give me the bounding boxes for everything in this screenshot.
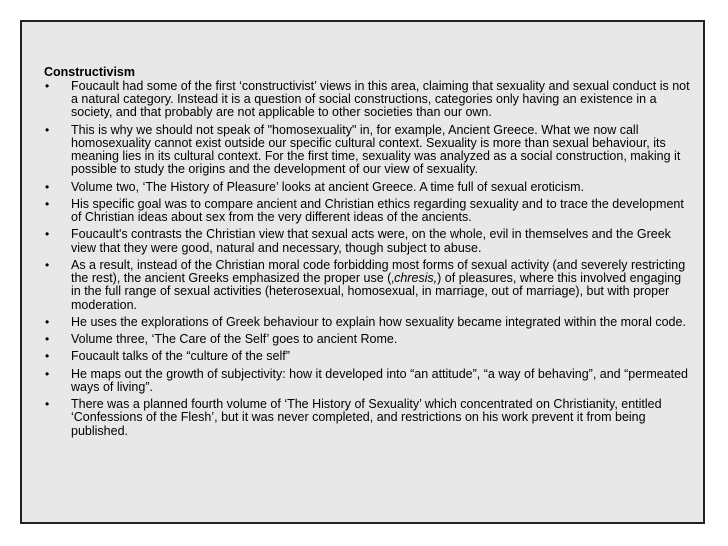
bullet-item-6 <box>44 259 694 312</box>
bullet-text-after: ) of pleasures, where this involved engaging in the full range of sexual activities (heterosexual, homosexual, in marriage, out of marriage), but with proper moderation. <box>71 271 682 312</box>
bullet-icon: • <box>45 257 50 272</box>
bullet-item-7 <box>44 316 694 329</box>
bullet-text: This is why we should not speak of "homosexuality" in, for example, Ancient Greece. What we now call homosexuality cannot exist outside our specific cultural context. Sexuality is more than sexual behaviour, its meaning lies in its cultural context. For the first time, sexuality was analyzed as a social construction, making it possible to study the origins and the development of our view of sexuality. <box>71 122 681 177</box>
bullet-text: Volume three, ‘The Care of the Self’ goes to ancient Rome. <box>71 332 398 347</box>
bullet-item-3 <box>44 181 694 194</box>
bullet-text: There was a planned fourth volume of ‘The History of Sexuality’ which concentrated on Christianity, entitled ‘Confessions of the Flesh’, but it was never completed, and restrictions on his work prevent it from being published. <box>71 397 662 438</box>
bullet-item-10 <box>44 368 694 394</box>
bullet-item-11 <box>44 398 694 438</box>
bullet-text: His specific goal was to compare ancient and Christian ethics regarding sexuality and to trace the development of Christian ideas about sex from the very different ideas of the ancients. <box>71 196 684 225</box>
bullet-icon: • <box>45 397 50 412</box>
bullet-item-5 <box>44 228 694 254</box>
slide-heading: Constructivism <box>44 65 135 79</box>
slide-content <box>44 65 694 442</box>
bullet-icon: • <box>45 366 50 381</box>
bullet-text: He uses the explorations of Greek behaviour to explain how sexuality became integrated within the moral code. <box>71 314 686 329</box>
bullet-icon: • <box>45 196 50 211</box>
bullet-text-before: As a result, instead of the Christian moral code forbidding most forms of sexual activity (and severely restricting the rest), the ancient Greeks emphasized the proper use (‚ <box>71 257 686 286</box>
bullet-icon: • <box>45 122 50 137</box>
bullet-item-9 <box>44 350 694 363</box>
bullet-icon: • <box>45 314 50 329</box>
bullet-text-italic: chresis, <box>394 271 438 286</box>
bullet-text: Volume two, ‘The History of Pleasure’ looks at ancient Greece. A time full of sexual eroticism. <box>71 179 584 194</box>
bullet-icon: • <box>45 227 50 242</box>
slide-frame <box>20 20 705 524</box>
bullet-item-8 <box>44 333 694 346</box>
bullet-icon: • <box>45 349 50 364</box>
bullet-text: Foucault had some of the first ‘constructivist’ views in this area, claiming that sexuality and sexual conduct is not a natural category. Instead it is a question of social constructions, categories only having an existence in a society, and that probably are not applicable to other societies than our own. <box>71 79 690 120</box>
bullet-list <box>44 80 694 438</box>
bullet-text: He maps out the growth of subjectivity: how it developed into “an attitude”, “a way of behaving”, and “permeated ways of living”. <box>71 366 689 394</box>
bullet-icon: • <box>45 79 50 93</box>
bullet-text: Foucault's contrasts the Christian view that sexual acts were, on the whole, evil in themselves and the Greek view that they were good, natural and necessary, though subject to abuse. <box>71 227 671 255</box>
bullet-item-1 <box>44 80 694 120</box>
bullet-icon: • <box>45 332 50 347</box>
bullet-item-2 <box>44 124 694 177</box>
bullet-icon: • <box>45 179 50 194</box>
bullet-text: Foucault talks of the “culture of the self” <box>71 349 290 364</box>
bullet-item-4 <box>44 198 694 224</box>
